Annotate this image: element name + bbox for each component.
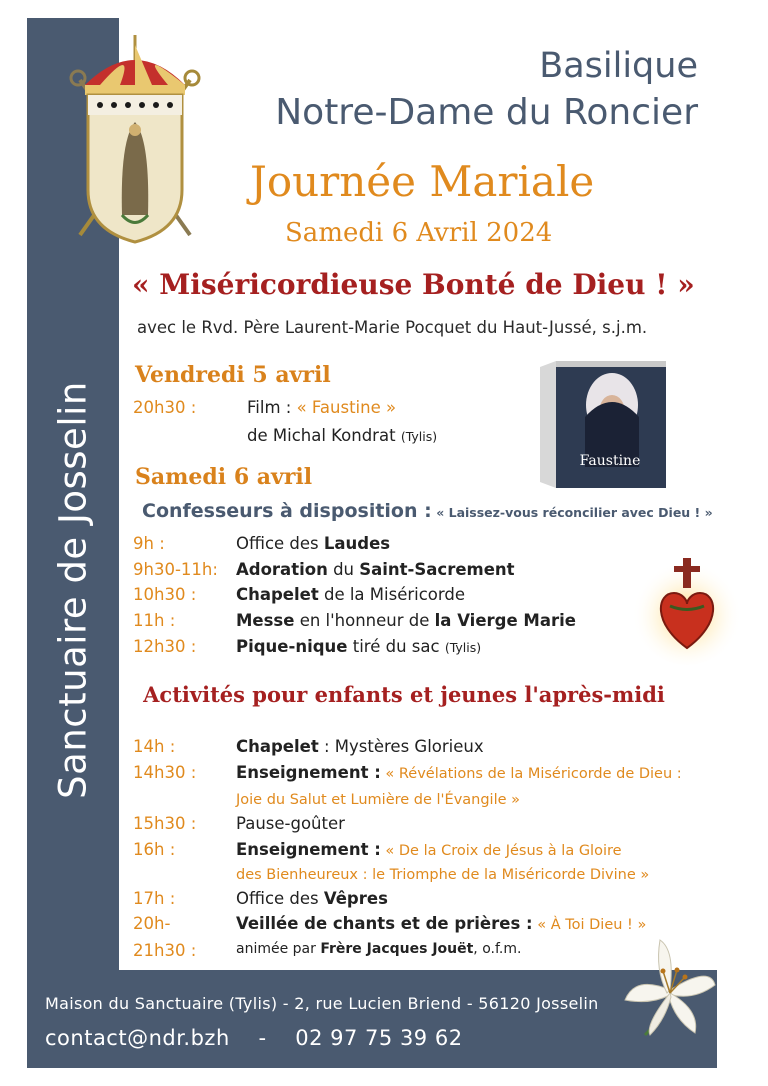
afternoon-time: 15h30 : <box>133 814 197 833</box>
header-line1: Basilique <box>539 46 698 86</box>
film-place: (Tylis) <box>400 429 438 444</box>
afternoon-desc: Pause-goûter <box>236 814 345 833</box>
dvd-title: Faustine <box>579 453 641 469</box>
basilica-emblem-icon <box>60 30 210 260</box>
activities-title: Activités pour enfants et jeunes l'après-midi <box>143 682 665 707</box>
confession-line <box>142 500 713 522</box>
schedule-desc: Adoration du Saint-Sacrement <box>236 560 515 579</box>
film-line <box>247 398 396 417</box>
afternoon-desc: Office des Vêpres <box>236 889 388 908</box>
schedule-desc: Chapelet de la Miséricorde <box>236 585 466 604</box>
schedule-time: 9h30-11h: <box>133 560 218 579</box>
speaker-line: avec le Rvd. Père Laurent-Marie Pocquet du Haut-Jussé, s.j.m. <box>137 318 648 337</box>
faustine-dvd-cover-icon <box>540 357 670 492</box>
saturday-title: Samedi 6 avril <box>135 464 313 490</box>
afternoon-desc-cont: Joie du Salut et Lumière de l'Évangile » <box>236 792 521 808</box>
confession-sub: « Laissez-vous réconcilier avec Dieu ! » <box>436 505 713 520</box>
event-date: Samedi 6 Avril 2024 <box>285 218 553 248</box>
film-label: Film : <box>247 398 292 417</box>
header-line2: Notre-Dame du Roncier <box>275 92 698 133</box>
afternoon-desc: Enseignement : « De la Croix de Jésus à la Gloire <box>236 840 622 859</box>
footer-contact: contact@ndr.bzh - 02 97 75 39 62 <box>45 1026 463 1050</box>
afternoon-desc: Enseignement : « Révélations de la Miséricorde de Dieu : <box>236 763 682 782</box>
schedule-desc: Messe en l'honneur de la Vierge Marie <box>236 611 576 630</box>
afternoon-time-cont: 21h30 : <box>133 941 197 960</box>
afternoon-time: 14h30 : <box>133 763 197 782</box>
afternoon-desc: Chapelet : Mystères Glorieux <box>236 737 484 756</box>
film-title: « Faustine » <box>296 398 397 417</box>
sacred-heart-icon <box>632 548 742 668</box>
side-title: Sanctuaire de Josselin <box>51 381 95 799</box>
afternoon-time: 16h : <box>133 840 176 859</box>
confession-label: Confesseurs à disposition : <box>142 500 432 522</box>
afternoon-time: 14h : <box>133 737 176 756</box>
friday-time: 20h30 : <box>133 398 197 417</box>
footer-address: Maison du Sanctuaire (Tylis) - 2, rue Lucien Briend - 56120 Josselin <box>45 994 599 1013</box>
schedule-time: 11h : <box>133 611 176 630</box>
bottom-band <box>27 970 717 1068</box>
schedule-time: 9h : <box>133 534 165 553</box>
lily-flower-icon <box>615 935 720 1040</box>
schedule-time: 10h30 : <box>133 585 197 604</box>
friday-title: Vendredi 5 avril <box>135 362 331 388</box>
afternoon-desc-cont: des Bienheureux : le Triomphe de la Miséricorde Divine » <box>236 867 650 883</box>
afternoon-desc-cont: animée par Frère Jacques Jouët, o.f.m. <box>236 941 522 957</box>
schedule-desc: Pique-nique tiré du sac (Tylis) <box>236 637 482 656</box>
film-by: de Michal Kondrat <box>247 426 396 445</box>
film-by-line <box>247 426 437 445</box>
event-title: Journée Mariale <box>250 157 595 206</box>
schedule-desc: Office des Laudes <box>236 534 391 553</box>
schedule-time: 12h30 : <box>133 637 197 656</box>
afternoon-time: 20h- <box>133 914 171 933</box>
afternoon-desc: Veillée de chants et de prières : « À Toi Dieu ! » <box>236 914 647 933</box>
event-theme: « Miséricordieuse Bonté de Dieu ! » <box>132 268 695 301</box>
afternoon-time: 17h : <box>133 889 176 908</box>
